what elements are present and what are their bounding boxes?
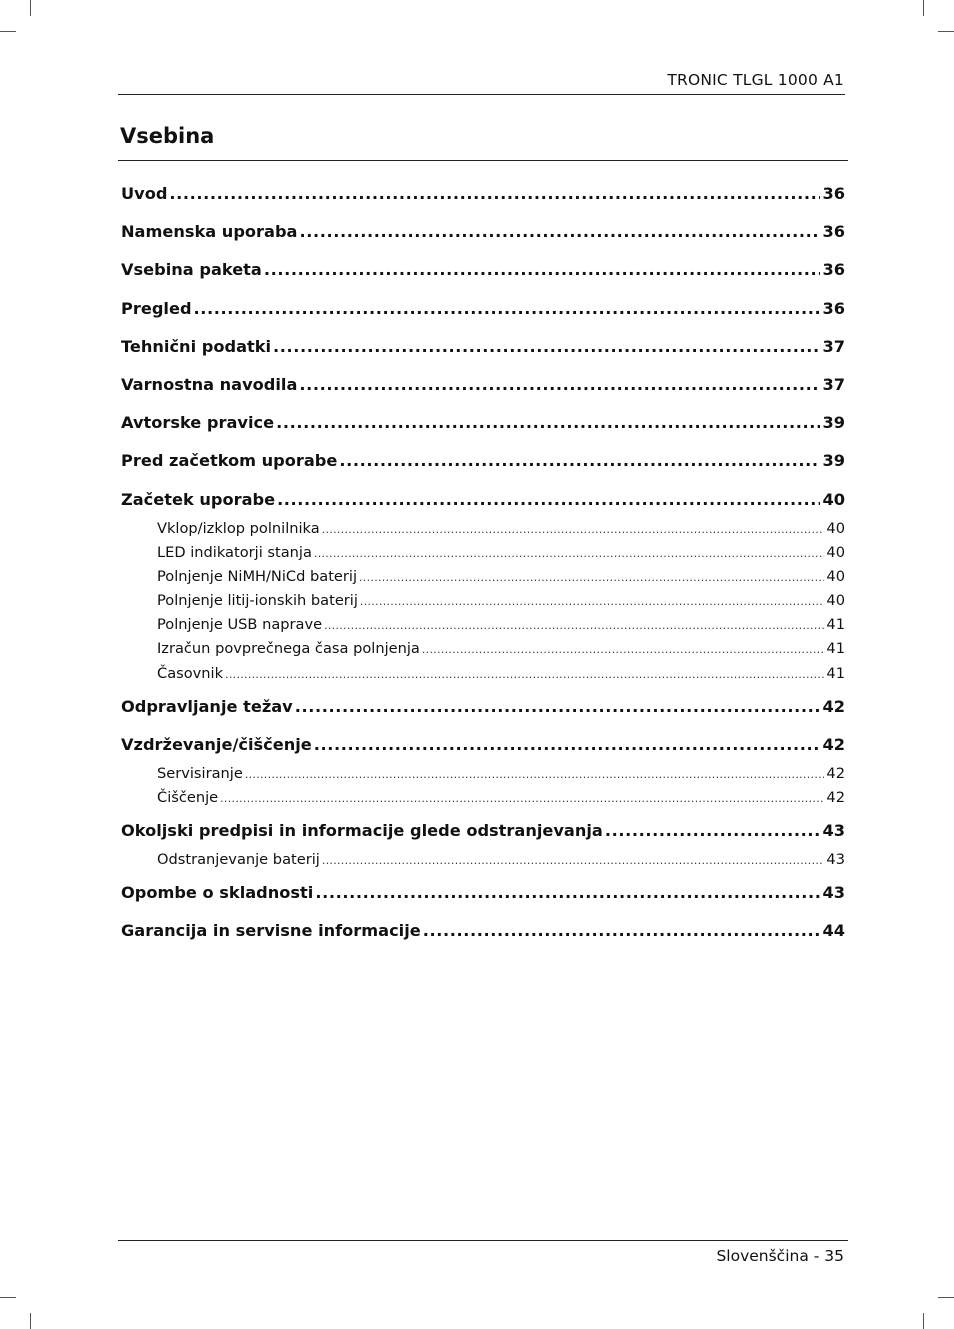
- toc-entry-page: 40: [826, 592, 845, 610]
- toc-entry-page: 43: [822, 883, 845, 902]
- page-title: Vsebina: [120, 124, 215, 148]
- toc-entry-page: 36: [822, 260, 845, 280]
- toc-entry-title: Izračun povprečnega časa polnjenja: [157, 640, 420, 658]
- toc-dot-leader: [315, 877, 820, 909]
- toc-entry-page: 36: [822, 222, 845, 242]
- toc-subentry[interactable]: [121, 638, 845, 662]
- toc-entry-page: 37: [822, 374, 845, 394]
- toc-entry-title: Garancija in servisne informacije: [121, 921, 421, 941]
- toc-entry[interactable]: [121, 178, 845, 216]
- toc-dot-leader: [299, 369, 820, 401]
- toc-entry[interactable]: [121, 407, 845, 445]
- toc-entry-page: 43: [826, 851, 845, 868]
- header-title: TRONIC TLGL 1000 A1: [667, 71, 844, 89]
- toc-entry-page: 41: [826, 640, 845, 658]
- toc-entry[interactable]: [121, 331, 845, 369]
- crop-mark: [923, 1313, 924, 1329]
- toc-entry-page: 39: [822, 413, 845, 433]
- heading-rule: [118, 160, 848, 161]
- toc-entry-title: Namenska uporaba: [121, 222, 298, 242]
- toc-entry-page: 42: [826, 789, 845, 806]
- toc-subentry[interactable]: [121, 518, 845, 542]
- toc-entry-title: Uvod: [121, 184, 168, 203]
- toc-entry-title: Varnostna navodila: [121, 374, 298, 394]
- toc-dot-leader: [423, 915, 821, 947]
- toc-dot-leader: [245, 764, 825, 786]
- toc-entry-title: Polnjenje NiMH/NiCd baterij: [157, 567, 358, 585]
- toc-subentry[interactable]: [121, 590, 845, 614]
- toc-entry-title: Začetek uporabe: [121, 489, 276, 509]
- toc-entry-title: Avtorske pravice: [121, 413, 275, 433]
- toc-entry-page: 43: [822, 821, 845, 840]
- toc-dot-leader: [220, 788, 824, 810]
- toc-dot-leader: [277, 484, 820, 516]
- toc-dot-leader: [314, 729, 821, 761]
- footer-page-label: Slovenščina - 35: [716, 1247, 844, 1265]
- crop-mark: [938, 31, 954, 32]
- toc-entry-title: Servisiranje: [157, 764, 243, 782]
- toc-entry[interactable]: [121, 484, 845, 518]
- toc-dot-leader: [264, 254, 821, 286]
- toc-entry-title: Pregled: [121, 298, 192, 318]
- toc-subentry[interactable]: [121, 663, 845, 691]
- toc-entry-page: 36: [822, 298, 845, 318]
- toc-entry-title: Čiščenje: [157, 789, 219, 806]
- toc-entry-title: Vsebina paketa: [121, 260, 262, 280]
- toc-subentry[interactable]: [121, 566, 845, 590]
- toc-dot-leader: [360, 591, 825, 613]
- toc-dot-leader: [324, 615, 824, 637]
- toc-entry-title: LED indikatorji stanja: [157, 543, 312, 561]
- toc-entry-page: 40: [822, 489, 845, 509]
- toc-entry-page: 42: [822, 696, 845, 716]
- toc-subentry[interactable]: [121, 763, 845, 787]
- toc-entry[interactable]: [121, 216, 845, 254]
- crop-mark: [30, 1313, 31, 1329]
- toc-entry-page: 44: [822, 921, 845, 941]
- toc-entry-page: 40: [826, 519, 845, 537]
- crop-mark: [923, 0, 924, 16]
- crop-mark: [938, 1297, 954, 1298]
- toc-entry-title: Odpravljanje težav: [121, 696, 293, 716]
- footer-rule: [118, 1240, 848, 1241]
- toc-entry-title: Polnjenje litij-ionskih baterij: [157, 592, 358, 610]
- toc-entry[interactable]: [121, 815, 845, 849]
- toc-dot-leader: [295, 691, 821, 723]
- toc-dot-leader: [169, 178, 820, 210]
- toc-entry[interactable]: [121, 445, 845, 483]
- toc-dot-leader: [225, 664, 824, 686]
- toc-entry-title: Pred začetkom uporabe: [121, 451, 338, 471]
- toc-subentry[interactable]: [121, 542, 845, 566]
- toc-subentry[interactable]: [121, 849, 845, 877]
- toc-dot-leader: [422, 639, 825, 661]
- toc-entry-title: Časovnik: [157, 664, 224, 682]
- toc-entry-title: Opombe o skladnosti: [121, 883, 314, 902]
- toc-entry[interactable]: [121, 691, 845, 729]
- toc-dot-leader: [322, 850, 825, 872]
- toc-dot-leader: [322, 519, 825, 541]
- toc-dot-leader: [359, 567, 824, 589]
- toc-entry-page: 41: [826, 616, 845, 634]
- toc-entry[interactable]: [121, 369, 845, 407]
- toc-entry[interactable]: [121, 293, 845, 331]
- table-of-contents: [121, 178, 845, 953]
- toc-entry-page: 39: [822, 451, 845, 471]
- toc-dot-leader: [605, 815, 821, 847]
- toc-dot-leader: [339, 445, 820, 477]
- toc-entry-page: 42: [826, 764, 845, 782]
- toc-dot-leader: [299, 216, 820, 248]
- toc-entry[interactable]: [121, 877, 845, 915]
- toc-entry-title: Okoljski predpisi in informacije glede odstranjevanja: [121, 821, 603, 840]
- toc-entry-title: Polnjenje USB naprave: [157, 616, 323, 634]
- header-rule: [118, 94, 845, 95]
- toc-dot-leader: [276, 407, 820, 439]
- toc-dot-leader: [314, 543, 825, 565]
- crop-mark: [0, 1297, 16, 1298]
- toc-entry-title: Vzdrževanje/čiščenje: [121, 734, 312, 754]
- toc-entry-page: 42: [822, 734, 845, 754]
- toc-entry-title: Vklop/izklop polnilnika: [157, 519, 320, 537]
- toc-entry[interactable]: [121, 729, 845, 763]
- toc-entry-page: 36: [822, 184, 845, 203]
- toc-entry[interactable]: [121, 254, 845, 292]
- toc-entry-page: 40: [826, 543, 845, 561]
- toc-subentry[interactable]: [121, 614, 845, 638]
- toc-dot-leader: [273, 331, 820, 363]
- toc-entry-title: Tehnični podatki: [121, 336, 272, 356]
- toc-dot-leader: [194, 293, 821, 325]
- toc-subentry[interactable]: [121, 787, 845, 815]
- crop-mark: [0, 31, 16, 32]
- toc-entry[interactable]: [121, 915, 845, 953]
- toc-entry-page: 41: [826, 664, 845, 682]
- crop-mark: [30, 0, 31, 16]
- toc-entry-page: 37: [822, 336, 845, 356]
- toc-entry-page: 40: [826, 567, 845, 585]
- toc-entry-title: Odstranjevanje baterij: [157, 851, 320, 868]
